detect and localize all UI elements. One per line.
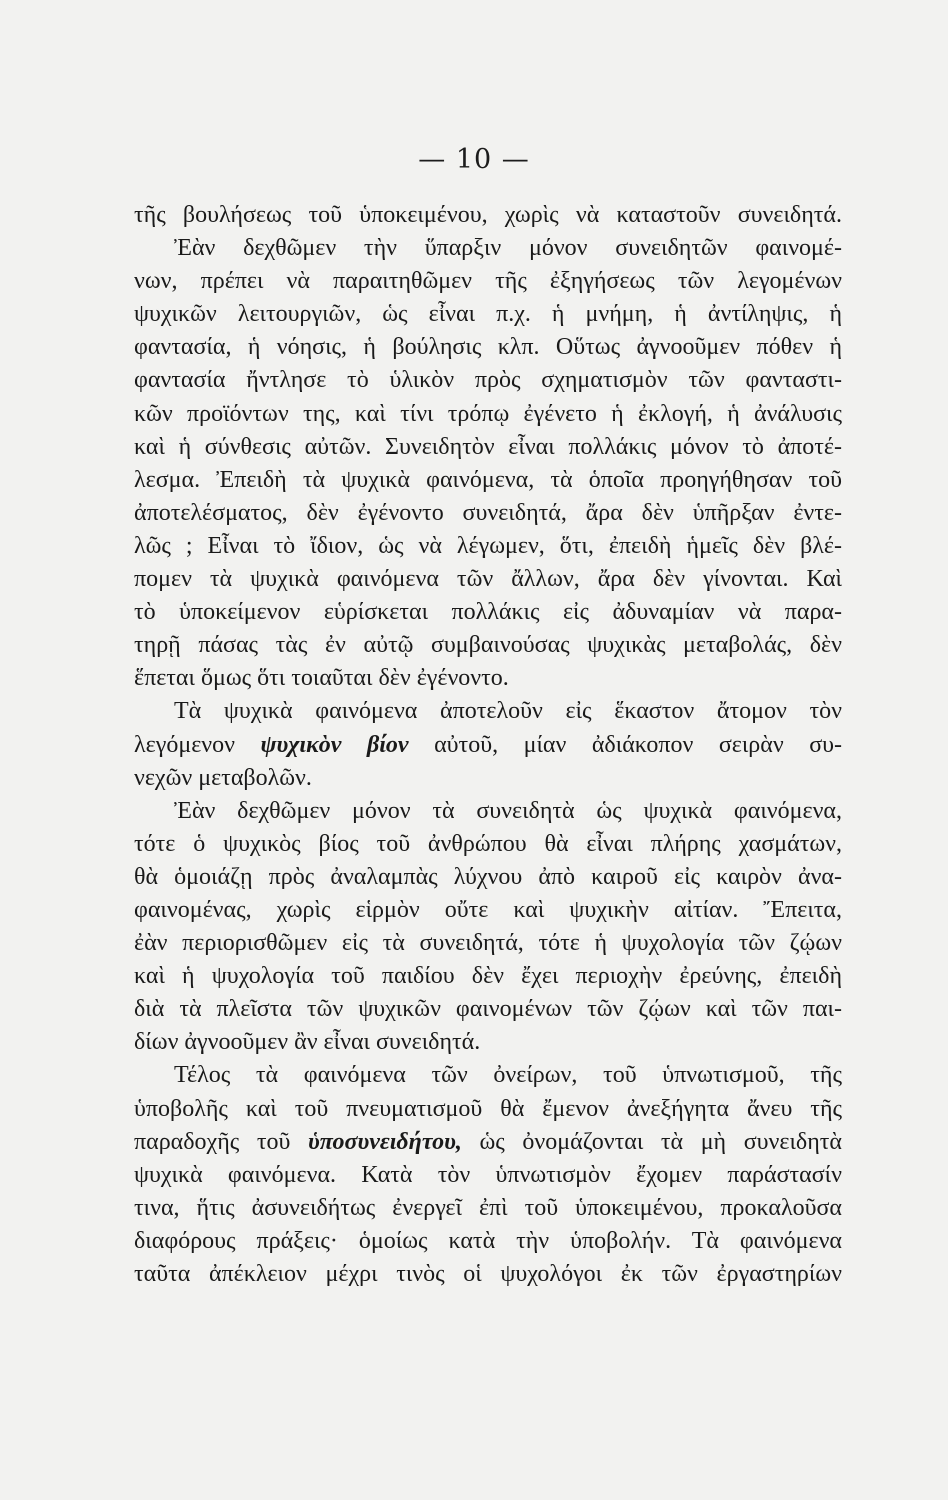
text-line [134,861,842,894]
text-line [134,762,842,795]
text-run: κῶν προϊόντων της, καὶ τίνι τρόπῳ ἐγένετο ἡ ἐκλογή, ἡ ἀνάλυσις [134,400,842,427]
text-line [134,729,842,762]
text-run: θὰ ὁμοιάζῃ πρὸς ἀναλαμπὰς λύχνου ἀπὸ καιροῦ εἰς καιρὸν ἀνα- [134,863,842,890]
text-run: Τέλος τὰ φαινόμενα τῶν ὀνείρων, τοῦ ὑπνωτισμοῦ, τῆς [174,1062,842,1089]
text-line [134,464,842,497]
text-line [134,1192,842,1225]
text-run: τῆς βουλήσεως τοῦ ὑποκειμένου, χωρὶς νὰ καταστοῦν συνειδητά. [134,202,842,228]
text-run: λεσμα. Ἐπειδὴ τὰ ψυχικὰ φαινόμενα, τὰ ὁποῖα προηγήθησαν τοῦ [134,466,842,493]
emphasized-term: ψυχικὸν βίον [260,731,409,758]
text-run: διὰ τὰ πλεῖστα τῶν ψυχικῶν φαινομένων τῶν ζῴων καὶ τῶν παι- [134,996,842,1023]
text-run: Ἐὰν δεχθῶμεν τὴν ὕπαρξιν μόνον συνειδητῶν φαινομέ- [174,235,842,262]
body-text [134,199,842,1291]
text-run: παραδοχῆς τοῦ [134,1128,308,1155]
text-line [134,1225,842,1258]
text-line [134,232,842,265]
text-line [134,1059,842,1092]
text-run: ὡς ὀνομάζονται τὰ μὴ συνειδητὰ [461,1128,842,1155]
text-line [134,828,842,861]
text-run: λεγόμενον [134,731,261,758]
text-line [134,1159,842,1192]
text-line [134,1093,842,1126]
page-number: — 10 — [418,144,530,175]
text-run: τινα, ἥτις ἀσυνειδήτως ἐνεργεῖ ἐπὶ τοῦ ὑποκειμένου, προκαλοῦσα [134,1194,842,1221]
text-run: ἀποτελέσματος, δὲν ἐγένοντο συνειδητά, ἄρα δὲν ὑπῆρξαν ἐντε- [134,499,842,526]
text-run: ἕπεται ὅμως ὅτι τοιαῦται δὲν ἐγένοντο. [134,665,509,692]
text-run: τὸ ὑποκείμενον εὑρίσκεται πολλάκις εἰς ἀδυναμίαν νὰ παρα- [134,599,842,626]
text-run: νων, πρέπει νὰ παραιτηθῶμεν τῆς ἐξηγήσεως τῶν λεγομένων [134,268,842,295]
text-run: τηρῇ πάσας τὰς ἐν αὐτῷ συμβαινούσας ψυχικὰς μεταβολάς, δὲν [134,632,842,659]
text-run: ἐὰν περιορισθῶμεν εἰς τὰ συνειδητά, τότε ἡ ψυχολογία τῶν ζῴων [134,930,842,957]
text-line [134,1026,842,1059]
text-line [134,431,842,464]
text-line [134,1126,842,1159]
text-run: καὶ ἡ ψυχολογία τοῦ παιδίου δὲν ἔχει περιοχὴν ἐρεύνης, ἐπειδὴ [134,963,842,990]
text-run: φαντασία, ἡ νόησις, ἡ βούλησις κλπ. Οὕτως ἀγνοοῦμεν πόθεν ἡ [134,334,842,361]
text-line [134,629,842,662]
text-line [134,563,842,596]
text-run: νεχῶν μεταβολῶν. [134,764,312,791]
text-line [134,530,842,563]
text-line [134,331,842,364]
emphasized-term: ὑποσυνειδήτου, [308,1128,462,1155]
text-line [134,265,842,298]
text-run: ψυχικῶν λειτουργιῶν, ὡς εἶναι π.χ. ἡ μνήμη, ἡ ἀντίληψις, ἡ [134,301,842,328]
text-run: αὐτοῦ, μίαν ἀδιάκοπον σειρὰν συ- [408,731,842,758]
text-run: δίων ἀγνοοῦμεν ἂν εἶναι συνειδητά. [134,1029,481,1056]
text-run: καὶ ἡ σύνθεσις αὐτῶν. Συνειδητὸν εἶναι πολλάκις μόνον τὸ ἀποτέ- [134,433,842,460]
text-run: φαντασία ἤντλησε τὸ ὑλικὸν πρὸς σχηματισμὸν τῶν φανταστι- [134,367,842,394]
text-line [134,199,842,232]
text-run: πομεν τὰ ψυχικὰ φαινόμενα τῶν ἄλλων, ἄρα δὲν γίνονται. Καὶ [134,566,842,593]
text-run: λῶς ; Εἶναι τὸ ἴδιον, ὡς νὰ λέγωμεν, ὅτι, ἐπειδὴ ἡμεῖς δὲν βλέ- [134,532,842,559]
text-line [134,927,842,960]
text-run: ταῦτα ἀπέκλειον μέχρι τινὸς οἱ ψυχολόγοι ἐκ τῶν ἐργαστηρίων [134,1261,842,1287]
text-line [134,795,842,828]
text-run: φαινομένας, χωρὶς εἱρμὸν οὔτε καὶ ψυχικὴν αἰτίαν. Ἔπειτα, [134,896,842,923]
text-run: Τὰ ψυχικὰ φαινόμενα ἀποτελοῦν εἰς ἕκαστον ἄτομον τὸν [174,698,842,725]
text-line [134,298,842,331]
text-run: ὑποβολῆς καὶ τοῦ πνευματισμοῦ θὰ ἔμενον ἀνεξήγητα ἄνευ τῆς [134,1095,842,1122]
text-line [134,1258,842,1291]
text-run: Ἐὰν δεχθῶμεν μόνον τὰ συνειδητὰ ὡς ψυχικὰ φαινόμενα, [174,797,842,824]
text-line [134,894,842,927]
text-line [134,695,842,728]
text-line [134,596,842,629]
text-line [134,960,842,993]
text-run: τότε ὁ ψυχικὸς βίος τοῦ ἀνθρώπου θὰ εἶναι πλήρης χασμάτων, [134,830,842,857]
text-line [134,993,842,1026]
text-line [134,662,842,695]
text-line [134,364,842,397]
text-line [134,398,842,431]
text-line [134,497,842,530]
text-run: ψυχικὰ φαινόμενα. Κατὰ τὸν ὑπνωτισμὸν ἔχομεν παράστασίν [134,1161,842,1188]
text-run: διαφόρους πράξεις· ὁμοίως κατὰ τὴν ὑποβολήν. Τὰ φαινόμενα [134,1227,842,1254]
